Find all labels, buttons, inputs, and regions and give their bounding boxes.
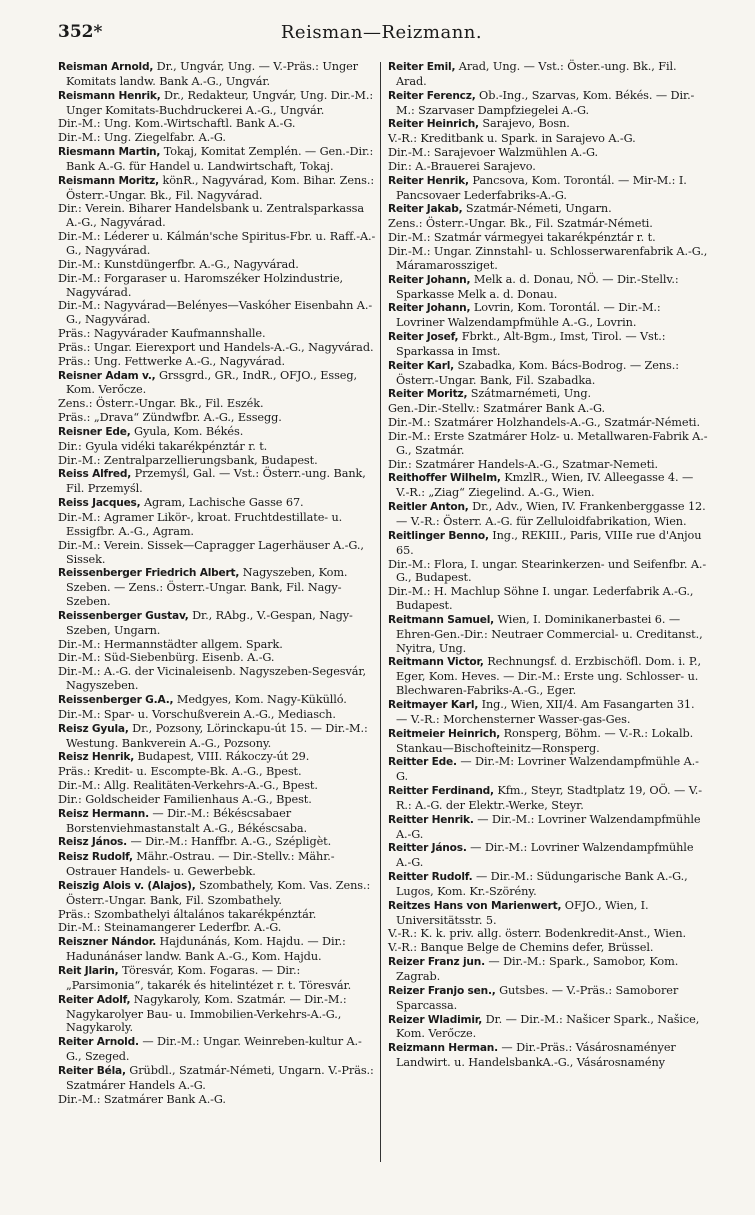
entry-text: Präs.: Ungar. Eierexport und Handels-A.-G., Nagyvárad. (58, 340, 374, 354)
entry-name: Reisz Henrik, (58, 751, 135, 764)
entry-text: Dr., Adv., Wien, IV. Frankenberggasse 12. — V.-R.: Österr. A.-G. für Zelluloidfabrikation, Wien. (396, 500, 706, 528)
entry-first-line (388, 471, 708, 500)
entry-first-line (388, 60, 708, 89)
entry-first-line (58, 609, 376, 638)
directory-entry (388, 529, 708, 613)
entry-first-line (58, 750, 376, 765)
entry-text: Dir.-M.: Szatmárer Bank A.-G. (58, 1092, 226, 1106)
entry-line (58, 341, 376, 355)
entry-first-line (58, 566, 376, 609)
entry-line (58, 272, 376, 300)
directory-entry (58, 609, 376, 693)
entry-first-line (388, 117, 708, 132)
entry-name: Reisman Arnold, (58, 61, 154, 73)
entry-text: Dir.: Gyula vidéki takarékpénztár r. t. (58, 439, 268, 453)
entry-text: Dir.-M.: A.-G. der Vicinaleisenb. Nagyszeben-Segesvár, Nagyszeben. (58, 665, 366, 693)
entry-name: Reiss Alfred, (58, 468, 132, 481)
entry-line (58, 539, 376, 567)
entry-line (388, 430, 708, 458)
directory-entry (58, 807, 376, 836)
directory-entry (58, 1064, 376, 1107)
entry-line (388, 160, 708, 174)
entry-text: V.-R.: K. k. priv. allg. österr. Bodenkredit-Anst., Wien. (388, 927, 686, 941)
entry-first-line (58, 879, 376, 908)
entry-line (58, 355, 376, 369)
entry-name: Reitmann Victor, (388, 656, 484, 669)
entry-line (58, 117, 376, 131)
directory-entry (388, 955, 708, 984)
entry-text: — Dir.-M.: Südungarische Bank A.-G., Lugos, Kom. Kr.-Szörény. (396, 870, 688, 898)
directory-entry (58, 1035, 376, 1064)
entry-text: Dir.-M.: Steinamangerer Lederfbr. A.-G. (58, 921, 282, 935)
entry-first-line (388, 984, 708, 1013)
directory-entry (58, 174, 376, 369)
entry-line (388, 941, 708, 955)
entry-first-line (388, 529, 708, 558)
entry-name: Reitter Henrik. (388, 813, 474, 826)
entry-text: Melk a. d. Donau, NÖ. — Dir.-Stellv.: Sparkasse Melk a. d. Donau. (396, 272, 679, 301)
entry-first-line (388, 613, 708, 656)
entry-text: Szabadka, Kom. Bács-Bodrog. — Zens.: Österr.-Ungar. Bank, Fil. Szabadka. (396, 358, 679, 387)
directory-entry (388, 727, 708, 756)
directory-entry (388, 387, 708, 471)
entry-line (58, 327, 376, 341)
entry-text: Przemyśl, Gal. — Vst.: Österr.-ung. Bank, Fil. Przemyśl. (66, 467, 366, 496)
entry-text: Agram, Lachische Gasse 67. (140, 496, 304, 510)
entry-first-line (388, 813, 708, 842)
entry-line (388, 245, 708, 273)
entry-first-line (388, 727, 708, 756)
directory-entry (58, 60, 376, 89)
directory-entry (388, 202, 708, 272)
directory-entry (388, 1041, 708, 1070)
entry-text: Szombathely, Kom. Vas. Zens.: Österr.-Ungar. Bank, Fil. Szombathely. (66, 878, 371, 907)
entry-text: Gutsbes. — V.-Präs.: Samoborer Sparcassa. (396, 983, 679, 1012)
entry-line (58, 921, 376, 935)
directory-entry (388, 698, 708, 727)
right-column (388, 60, 708, 1070)
entry-first-line (58, 935, 376, 964)
entry-name: Reitter Rudolf. (388, 871, 473, 884)
directory-entry (58, 693, 376, 722)
entry-first-line (388, 698, 708, 727)
entry-text: Wien, I. Dominikanerbastei 6. — Ehren-Gen.-Dir.: Neutraer Commercial- u. Creditanst., Nyitra, Ung. (396, 612, 703, 655)
entry-name: Reiszner Nándor. (58, 936, 157, 949)
entry-name: Reizer Franz jun. (388, 956, 485, 969)
left-column (58, 60, 376, 1106)
entry-text: Kfm., Steyr, Stadtplatz 19, OÖ. — V.-R.: A.-G. der Elektr.-Werke, Steyr. (396, 784, 702, 812)
entry-name: Reizer Wladimir, (388, 1013, 483, 1026)
entry-line (58, 131, 376, 145)
entry-text: Gyula, Kom. Békés. (130, 424, 244, 438)
directory-entry (58, 496, 376, 566)
entry-text: Gen.-Dir.-Stellv.: Szatmárer Bank A.-G. (388, 402, 605, 416)
entry-first-line (58, 1064, 376, 1093)
entry-text: — Dir.-Präs.: Vásárosnaményer Landwirt. u. HandelsbankA.-G., Vásárosnamény (396, 1041, 676, 1070)
entry-name: Reiter Josef, (388, 331, 459, 344)
entry-name: Reiter Heinrich, (388, 118, 479, 131)
entry-first-line (58, 993, 376, 1036)
entry-text: — Dir.-M.: Lovriner Walzendampfmühle A.-G. (396, 812, 701, 841)
entry-first-line (388, 899, 708, 928)
entry-text: Ob.-Ing., Szarvas, Kom. Békés. — Dir.-M.: Szarvaser Dampfziegelei A.-G. (396, 88, 695, 117)
entry-text: Dir.-M.: Allg. Realitäten-Verkehrs-A.-G., Bpest. (58, 779, 318, 793)
entry-name: Reiszig Alois v. (Alajos), (58, 879, 196, 892)
entry-text: Dir.: A.-Brauerei Sarajevo. (388, 159, 536, 173)
entry-text: Dir.-M.: Hermannstädter allgem. Spark. (58, 637, 283, 651)
entry-line (58, 908, 376, 922)
entry-text: — Dir.-M.: Hanffbr. A.-G., Szépligèt. (126, 835, 332, 849)
entry-text: — Dir.-M.: Ungar. Weinreben-kultur A.-G., Szeged. (66, 1035, 362, 1064)
entry-text: Dir.-M.: Erste Szatmárer Holz- u. Metallwaren-Fabrik A.-G., Szatmár. (388, 429, 708, 457)
entry-first-line (388, 202, 708, 217)
entry-first-line (388, 89, 708, 118)
entry-text: Nagykaroly, Kom. Szatmár. — Dir.-M.: Nagykarolyer Bau- u. Immobilien-Verkehrs-A.-G., Nagykaroly. (66, 992, 347, 1035)
entry-name: Reiter Béla, (58, 1064, 126, 1077)
entry-line (58, 230, 376, 258)
entry-text: Szátmarnémeti, Ung. (467, 387, 591, 401)
entry-name: Reitzes Hans von Marienwert, (388, 899, 562, 912)
entry-text: — Dir.-M.: Lovriner Walzendampfmühle A.-G. (396, 841, 694, 870)
entry-line (58, 258, 376, 272)
entry-text: Präs.: „Drava“ Zündwfbr. A.-G., Essegg. (58, 411, 282, 425)
entry-name: Reiter Jakab, (388, 203, 463, 216)
entry-first-line (58, 964, 376, 993)
entry-text: Dir.-M.: Verein. Sissek—Capragger Lagerhäuser A.-G., Sissek. (58, 538, 364, 566)
entry-text: Dir.-M.: H. Machlup Söhne I. ungar. Lederfabrik A.-G., Budapest. (388, 585, 694, 613)
entry-text: Ing., Wien, XII/4. Am Fasangarten 31. — V.-R.: Morchensterner Wasser-gas-Ges. (396, 697, 695, 726)
entry-first-line (388, 1013, 708, 1042)
entry-first-line (58, 807, 376, 836)
entry-first-line (388, 784, 708, 813)
entry-name: Reissenberger G.A., (58, 693, 174, 706)
entry-name: Reiter Arnold. (58, 1036, 139, 1049)
directory-entry (388, 174, 708, 203)
entry-text: Dir.-M.: Süd-Siebenbürg. Eisenb. A.-G. (58, 651, 275, 665)
entry-first-line (58, 467, 376, 496)
entry-text: könR., Nagyvárad, Kom. Bihar. Zens.: Österr.-Ungar. Bk., Fil. Nagyvárad. (66, 173, 375, 202)
directory-entry (388, 330, 708, 359)
entry-name: Reiter Johann, (388, 302, 471, 315)
entry-name: Reizer Franjo sen., (388, 984, 496, 997)
entry-line (388, 416, 708, 430)
entry-line (58, 202, 376, 230)
entry-text: Präs.: Kredit- u. Escompte-Bk. A.-G., Bpest. (58, 765, 302, 779)
entry-name: Reiss Jacques, (58, 497, 141, 510)
directory-entry (388, 899, 708, 955)
entry-name: Reiter Ferencz, (388, 89, 476, 102)
entry-text: V.-R.: Banque Belge de Chemins defer, Brüssel. (388, 941, 654, 955)
entry-line (388, 927, 708, 941)
directory-entry (58, 964, 376, 993)
entry-text: Dir.-M.: Szatmárer Holzhandels-A.-G., Szatmár-Németi. (388, 416, 700, 430)
entry-first-line (388, 755, 708, 784)
entry-name: Reizmann Herman. (388, 1042, 498, 1055)
entry-name: Reithoffer Wilhelm, (388, 472, 501, 485)
entry-text: Dr., RAbg., V.-Gespan, Nagy-Szeben, Ungarn. (66, 608, 353, 637)
entry-text: Mähr.-Ostrau. — Dir.-Stellv.: Mähr.-Ostrauer Handels- u. Gewerbebk. (66, 850, 335, 879)
entry-text: Töresvár, Kom. Fogaras. — Dir.: „Parsimonia“, takarék és hitelintézet r. t. Töresvár. (66, 964, 352, 992)
entry-text: Dir.-M.: Spar- u. Vorschußverein A.-G., Mediasch. (58, 707, 336, 721)
entry-line (58, 454, 376, 468)
entry-first-line (388, 273, 708, 302)
entry-text: Dir.-M.: Szatmár vármegyei takarékpénztár r. t. (388, 231, 656, 245)
entry-text: Szatmár-Németi, Ungarn. (462, 202, 612, 216)
entry-first-line (58, 174, 376, 203)
entry-line (58, 411, 376, 425)
entry-text: — Dir.-M.: Spark., Samobor, Kom. Zagrab. (396, 955, 679, 983)
entry-line (58, 440, 376, 454)
entry-first-line (58, 1035, 376, 1064)
entry-name: Reismann Moritz, (58, 174, 159, 187)
entry-text: Dr., Redakteur, Ungvár, Ung. Dir.-M.: Unger Komitats-Buchdruckerei A.-G., Ungvár. (66, 88, 374, 117)
directory-entry (388, 471, 708, 500)
entry-first-line (388, 655, 708, 698)
directory-entry (58, 935, 376, 964)
entry-name: Reitmeier Heinrich, (388, 727, 501, 740)
entry-text: Dir.-M.: Forgaraser u. Haromszéker Holzindustrie, Nagyvárad. (58, 271, 344, 299)
entry-first-line (58, 835, 376, 850)
directory-entry (58, 722, 376, 751)
entry-line (388, 402, 708, 416)
entry-name: Reismann Henrik, (58, 89, 161, 102)
entry-text: Grübdl., Szatmár-Németi, Ungarn. V.-Präs.: Szatmárer Handels A.-G. (66, 1063, 374, 1092)
entry-name: Reitter János. (388, 842, 467, 855)
directory-entry (58, 89, 376, 145)
directory-entry (58, 369, 376, 425)
entry-text: OFJO., Wien, I. Universitätsstr. 5. (396, 898, 649, 927)
entry-text: Dr., Pozsony, Lörinckapu-út 15. — Dir.-M.: Westung. Bankverein A.-G., Pozsony. (66, 721, 368, 750)
entry-text: Nagyszeben, Kom. Szeben. — Zens.: Österr.-Ungar. Bank, Fil. Nagy-Szeben. (66, 566, 348, 609)
directory-entry (388, 359, 708, 388)
entry-name: Reisz Rudolf, (58, 851, 133, 864)
entry-name: Reitter Ferdinand, (388, 785, 494, 798)
entry-line (58, 397, 376, 411)
directory-entry (58, 835, 376, 850)
entry-text: Präs.: Ung. Fettwerke A.-G., Nagyvárad. (58, 354, 285, 368)
page-title: Reisman—Reizmann. (280, 22, 483, 43)
entry-line (388, 458, 708, 472)
entry-first-line (58, 850, 376, 879)
directory-entry (58, 850, 376, 879)
directory-entry (388, 841, 708, 870)
entry-name: Reiter Adolf, (58, 993, 131, 1006)
directory-entry (388, 89, 708, 118)
directory-entry (388, 655, 708, 698)
column-divider (380, 62, 381, 1162)
entry-line (58, 638, 376, 652)
entry-name: Reitter Ede. (388, 756, 457, 769)
directory-entry (388, 755, 708, 784)
entry-text: — Dir.-M.: Békéscsabaer Borstenviehmastanstalt A.-G., Békéscsaba. (66, 806, 307, 835)
entry-text: Budapest, VIII. Rákoczy-út 29. (134, 750, 310, 764)
directory-entry (388, 784, 708, 813)
entry-line (58, 1093, 376, 1107)
entry-name: Reitler Anton, (388, 501, 469, 514)
entry-text: Dr. — Dir.-M.: Našicer Spark., Našice, Kom. Verőcze. (396, 1012, 700, 1041)
entry-line (388, 558, 708, 586)
entry-line (58, 665, 376, 693)
entry-text: Dir.-M.: Flora, I. ungar. Stearinkerzen- und Seifenfbr. A.-G., Budapest. (388, 557, 707, 585)
entry-text: Dir.: Verein. Biharer Handelsbank u. Zentralsparkassa A.-G., Nagyvárad. (58, 202, 364, 230)
directory-entry (388, 117, 708, 173)
entry-name: Reiter Johann, (388, 273, 471, 286)
entry-first-line (58, 60, 376, 89)
entry-text: Ing., REKIII., Paris, VIIIe rue d'Anjou 65. (396, 528, 702, 557)
entry-text: Dir.-M.: Ung. Kom.-Wirtschaftl. Bank A.-G. (58, 117, 296, 131)
entry-text: V.-R.: Kreditbank u. Spark. in Sarajevo A.-G. (388, 132, 636, 146)
entry-text: Dir.-M.: Sarajevoer Walzmühlen A.-G. (388, 146, 598, 160)
entry-name: Reisz Gyula, (58, 722, 129, 735)
entry-text: Dir.-M.: Nagyvárad—Belényes—Vaskóher Eisenbahn A.-G., Nagyvárad. (58, 299, 373, 327)
entry-text: Dir.-M.: Zentralparzellierungsbank, Budapest. (58, 453, 318, 467)
entry-text: Ronsperg, Böhm. — V.-R.: Lokalb. Stankau—Bischofteinitz—Ronsperg. (396, 726, 694, 755)
entry-text: Dir.-M.: Ung. Ziegelfabr. A.-G. (58, 131, 226, 145)
directory-entry (58, 566, 376, 609)
entry-line (58, 793, 376, 807)
entry-line (388, 217, 708, 231)
entry-first-line (388, 359, 708, 388)
entry-text: Dir.-M.: Léderer u. Kálmán'sche Spiritus-Fbr. u. Raff.-A.-G., Nagyvárad. (58, 230, 376, 257)
entry-name: Reissenberger Friedrich Albert, (58, 567, 240, 580)
entry-line (58, 299, 376, 327)
entry-first-line (58, 369, 376, 398)
entry-line (388, 231, 708, 245)
entry-name: Reisz János. (58, 836, 127, 849)
entry-text: Rechnungsf. d. Erzbischöfl. Dom. i. P., Eger, Kom. Heves. — Dir.-M.: Erste ung. Schlosser- u. Blechwaren-Fabriks-A.-G., Eger. (396, 655, 702, 698)
entry-text: Lovrin, Kom. Torontál. — Dir.-M.: Lovriner Walzendampfmühle A.-G., Lovrin. (396, 301, 661, 330)
directory-entry (388, 500, 708, 529)
entry-name: Reiter Moritz, (388, 388, 468, 401)
directory-entry (58, 993, 376, 1036)
entry-first-line (388, 500, 708, 529)
entry-text: Dir.: Szatmárer Handels-A.-G., Szatmar-Nemeti. (388, 457, 659, 471)
directory-entry (388, 613, 708, 656)
directory-entry (58, 467, 376, 496)
directory-entry (58, 145, 376, 174)
entry-text: Arad, Ung. — Vst.: Öster.-ung. Bk., Fil. Arad. (396, 60, 677, 88)
entry-line (58, 708, 376, 722)
entry-text: Dir.: Goldscheider Familienhaus A.-G., Bpest. (58, 792, 312, 806)
entry-text: Zens.: Österr.-Ungar. Bk., Fil. Eszék. (58, 397, 264, 411)
entry-text: Hajdunánás, Kom. Hajdu. — Dir.: Hadunánáser landw. Bank A.-G., Kom. Hajdu. (66, 935, 346, 964)
entry-name: Reisz Hermann. (58, 807, 149, 820)
entry-line (58, 779, 376, 793)
entry-first-line (58, 496, 376, 511)
page-header (58, 20, 705, 46)
entry-text: Tokaj, Komitat Zemplén. — Gen.-Dir.: Bank A.-G. für Handel u. Landwirtschaft, Tokaj. (66, 145, 374, 173)
entry-text: Dir.-M.: Agramer Likör-, kroat. Fruchtdestillate- u. Essigfbr. A.-G., Agram. (58, 511, 343, 538)
entry-name: Reit Jlarin, (58, 965, 119, 977)
entry-name: Reisner Ede, (58, 425, 131, 438)
entry-text: Dr., Ungvár, Ung. — V.-Präs.: Unger Komitats landw. Bank A.-G., Ungvár. (66, 60, 358, 88)
entry-first-line (58, 425, 376, 440)
entry-first-line (388, 330, 708, 359)
directory-entry (388, 984, 708, 1013)
entry-name: Reisner Adam v., (58, 369, 156, 382)
entry-first-line (388, 387, 708, 402)
page-number: 352* (58, 22, 103, 42)
entry-first-line (58, 722, 376, 751)
entry-first-line (388, 870, 708, 899)
entry-first-line (388, 174, 708, 203)
entry-name: Reiter Karl, (388, 359, 454, 372)
entry-line (58, 651, 376, 665)
entry-first-line (388, 301, 708, 330)
entry-line (388, 132, 708, 146)
directory-entry (58, 750, 376, 806)
entry-text: Präs.: Nagyvárader Kaufmannshalle. (58, 327, 266, 341)
directory-entry (388, 1013, 708, 1042)
directory-entry (388, 870, 708, 899)
entry-line (58, 765, 376, 779)
entry-text: Fbrkt., Alt-Bgm., Imst, Tirol. — Vst.: Sparkassa in Imst. (396, 330, 666, 358)
entry-line (388, 146, 708, 160)
directory-entry (388, 813, 708, 842)
directory-entry (388, 301, 708, 330)
entry-first-line (388, 955, 708, 984)
entry-first-line (388, 841, 708, 870)
entry-name: Reissenberger Gustav, (58, 609, 189, 622)
entry-line (388, 585, 708, 613)
entry-text: Sarajevo, Bosn. (478, 117, 570, 131)
directory-entry (388, 273, 708, 302)
entry-text: — Dir.-M: Lovriner Walzendampfmühle A.-G. (396, 755, 699, 784)
directory-entry (58, 425, 376, 468)
entry-name: Reiter Emil, (388, 61, 456, 73)
entry-text: Zens.: Österr.-Ungar. Bk., Fil. Szatmár-Németi. (388, 217, 653, 231)
directory-entry (388, 60, 708, 89)
entry-first-line (58, 89, 376, 118)
entry-first-line (58, 145, 376, 174)
entry-text: Grssgrd., GR., IndR., OFJO., Esseg, Kom. Verőcze. (66, 368, 358, 397)
entry-line (58, 511, 376, 539)
entry-text: Medgyes, Kom. Nagy-Kükülló. (173, 692, 347, 706)
entry-name: Riesmann Martin, (58, 146, 161, 159)
entry-name: Reitmayer Karl, (388, 698, 479, 711)
entry-text: Dir.-M.: Ungar. Zinnstahl- u. Schlosserwarenfabrik A.-G., Máramarossziget. (388, 244, 708, 272)
entry-first-line (388, 1041, 708, 1070)
entry-name: Reitlinger Benno, (388, 529, 489, 542)
directory-entry (58, 879, 376, 935)
entry-text: Dir.-M.: Kunstdüngerfbr. A.-G., Nagyvárad. (58, 257, 299, 271)
entry-name: Reitmann Samuel, (388, 613, 494, 626)
entry-text: Pancsova, Kom. Torontál. — Mir-M.: I. Pancsovaer Lederfabriks-A.-G. (396, 173, 687, 202)
entry-name: Reiter Henrik, (388, 174, 469, 187)
entry-text: Präs.: Szombathelyi általános takarékpénztár. (58, 907, 317, 921)
entry-text: KmzlR., Wien, IV. Alleegasse 4. — V.-R.: „Ziag“ Ziegelind. A.-G., Wien. (396, 471, 694, 500)
entry-first-line (58, 693, 376, 708)
